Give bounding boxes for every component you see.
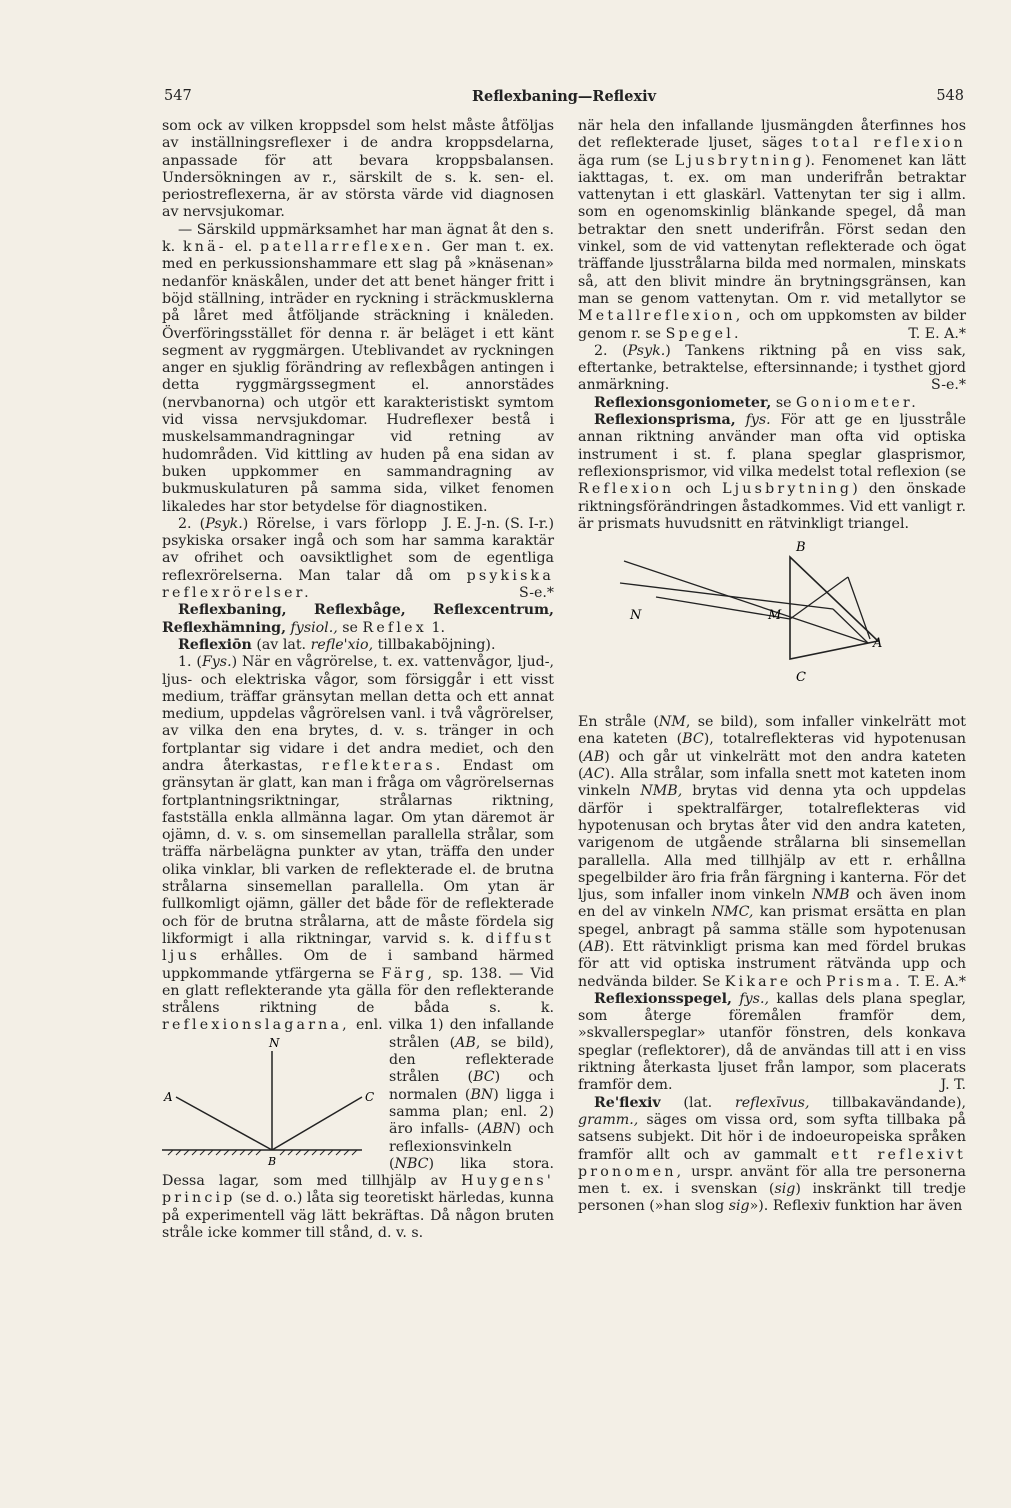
entry-reflexionsgoniometer: Reflexionsgoniometer, se Goniometer. <box>594 394 920 411</box>
entry-reflexionsspegel: Reflexionsspegel, fys., kallas dels plana speglar, som återge föremålen framför dem, »skvallerspeglar» utanför fönstren, dels konkava speglar (reflektorer), då de användas till att i en viss riktning återkasta ljuset från lampor, som placerats framför dem. J. T. <box>578 990 966 1094</box>
paragraph: 2. (Psyk.) Rörelse, i vars förlopp psykiska orsaker ingå och som har samma karaktär av ofrihet och oavsiktlighet som de egentliga reflexrörelserna. Man talar då om psykiska reflexrörelser. S-e.* <box>162 515 555 602</box>
page-number-right: 548 <box>936 88 964 104</box>
running-title: Reflexbaning—Reflexiv <box>471 88 657 105</box>
figure-label-c: C <box>365 1089 375 1104</box>
headword: Reflexiōn <box>178 636 252 653</box>
headword: Reflexionsprisma, <box>594 412 736 429</box>
right-column <box>578 118 966 1216</box>
page-number-left: 547 <box>164 88 192 104</box>
paragraph: — Särskild uppmärksamhet har man ägnat åt den s. k. knä- el. patellarreflexen. Ger man t. ex. med en perkussionshammare ett slag på »knäsenan» nedanför knäskålen, under det att benet hänger fritt i böjd ställning, inträder en ryckning i sträckmusklerna på låret med åtföljande sträckning i knäleden. Överföringsstället för denna r. är beläget i ett känt segment av ryggmärgen. Uteblivandet av ryckningen anger en sjuklig förändring av reflexbågen antingen i detta ryggmärgssegment el. annorstädes (nervbanorna) och utgör ett karakteristiskt symtom vid vissa nervsjukdomar. Hudreflexer bestå i muskelsammandragningar vid retning av hudområden. Vid kittling av huden på ena sidan av buken uppkommer en sammandragning av bukmuskulaturen på samma sida, vilket fenomen likaledes har stor betydelse för diagnostiken. J. E. J-n. (S. I-r.) <box>162 221 555 532</box>
signature: J. T. <box>940 1077 966 1094</box>
headword: Re'flexiv <box>594 1094 661 1111</box>
paragraph: när hela den infallande ljusmängden återfinnes hos det reflekterade ljuset, säges total reflexion äga rum (se Ljusbrytning). Fenomenet kan lätt iakttagas, t. ex. om man underifrån betraktar vattenytan i ett glaskärl. Vattenytan ter sig i allm. som en ogenomskinlig blänkande spegel, då man betraktar den snett underifrån. Först sedan den vinkel, som de vid vattenytan reflekterade och ögat träffande ljusstrålarna bilda med normalen, minskats så, att den blivit mindre än brytningsgränsen, kan man se genom vattenytan. Om r. vid metallytor se Metallreflexion, och om uppkomsten av bilder genom r. se Spegel. T. E. A.* <box>578 118 967 342</box>
left-column <box>162 118 554 1242</box>
figure-label-b: B <box>796 540 806 556</box>
signature: S-e.* <box>930 377 966 394</box>
figure-label-a: A <box>873 636 883 652</box>
entry-reflexbaning: Reflexbaning, Reflexbåge, Reflexcentrum, Reflexhämning, fysiol., se Reflex 1. <box>162 602 554 636</box>
signature: S-e.* <box>518 585 554 602</box>
figure-label-c: C <box>796 670 806 686</box>
entry-reflexionsprisma: Reflexionsprisma, fys. För att ge en ljusstråle annan riktning använder man ofta vid optiska instrument i st. f. plana speglar glasprismor, reflexionsprismor, vid vilka medelst total reflexion (se Reflexion och Ljusbrytning) den önskade riktningsförändringen åstadkommes. Vid ett vanligt r. är prismats huvudsnitt en rätvinkligt triangel. <box>578 412 966 532</box>
headword: Reflexionsspegel, <box>594 990 732 1007</box>
figure-label-n: N <box>630 608 642 624</box>
headword: Reflexionsgoniometer, <box>594 394 772 411</box>
entry-reflexiv: Re'flexiv (lat. reflexīvus, tillbakavändande), gramm., säges om vissa ord, som syfta tillbaka på satsens subjekt. Dit hör i de indoeuropeiska språken framför allt och av gammalt ett reflexivt pronomen, urspr. använt för alla tre personerna men t. ex. i svenskan (sig) inskränkt till tredje personen (»han slog sig»). Reflexiv funktion har även <box>578 1094 967 1215</box>
figure-label-m: M <box>768 608 782 624</box>
headword: Reflexbaning, Reflexbåge, Reflexcentrum, Reflexhämning, <box>162 602 554 636</box>
prism-figure <box>618 539 898 704</box>
signature: T. E. A.* <box>908 325 966 342</box>
figure-label-b: B <box>268 1154 277 1167</box>
signature: T. E. A.* <box>908 973 966 990</box>
figure-label-n: N <box>269 1036 280 1050</box>
paragraph: som ock av vilken kroppsdel som helst måste åtföljas av inställningsreflexer i de andra kroppsdelarna, anpassade för att bevara kroppsbalansen. Undersökningen av r., särskilt de s. k. sen- el. periostreflexerna, är av största värde vid diagnosen av nervsjukomar. <box>162 118 554 221</box>
entry-reflexion: Reflexiōn (av lat. refle'xio, tillbakaböjning). <box>178 636 496 653</box>
page-header <box>164 88 964 112</box>
signature: J. E. J-n. (S. I-r.) <box>442 515 554 532</box>
paragraph: 1. (Fys.) När en vågrörelse, t. ex. vattenvågor, ljud-, ljus- och elektriska vågor, som försiggår i ett visst medium, träffar gränsytan mellan detta och ett annat medium, uppdelas vågrörelsen vanl. i två vågrörelser, av vilka den ena brytes, d. v. s. tränger in och fortplantar sig vidare i det andra mediet, och den andra återkastas, reflekteras. Endast om gränsytan är glatt, kan man i fråga om vågrörelsernas fortplantningsriktningar, strålarnas riktning, fastställa enkla allmänna lagar. Om ytan däremot är ojämn, d. v. s. om sinsemellan parallella strålar, som träffa närbelägna punkter av ytan, träffa den under olika vinklar, bli varken de reflekterade el. de brutna strålarna sinsemellan parallella. Om ytan är fullkomligt ojämn, gäller det både för de reflekterade och för de brutna strålarna, att de måste fördela sig likformigt i alla riktningar, varvid s. k. diffust ljus erhålles. Om de i samband härmed uppkommande ytfärgerna se Färg, sp. 138. — Vid en glatt reflekterande yta gälla för den reflekterande strålens riktning de båda s. k. reflexionslagarna, N A C B enl. vilka 1) den infallande strålen (AB, se bild), den reflekterade strålen (BC) och normalen (BN) ligga i samma plan; enl. 2) äro infalls- (ABN) och reflexionsvinkeln (NBC) lika stora. Dessa lagar, som med tillhjälp av Huygens' princip (se d. o.) låta sig teoretiskt härledas, kunna på experimentell väg lätt bekräftas. Då någon bruten stråle icke kommer till stånd, d. v. s. <box>162 654 555 1241</box>
paragraph: 2. (Psyk.) Tankens riktning på en viss sak, eftertanke, betraktelse, eftersinnande; i tysthet gjord anmärkning. S-e.* <box>578 342 966 394</box>
reflection-figure <box>162 1037 377 1167</box>
figure-label-a: A <box>164 1089 173 1104</box>
paragraph: En stråle (NM, se bild), som infaller vinkelrätt mot ena kateten (BC), totalreflekteras vid hypotenusan (AB) och går ut vinkelrätt mot den andra kateten (AC). Alla strålar, som infalla snett mot kateten inom vinkeln NMB, brytas vid denna yta och uppdelas därför i spektralfärger, totalreflekteras vid hypotenusan och brytas åter vid den andra kateten, varigenom de utgående strålarna bli sinsemellan parallella. Alla med tillhjälp av ett r. erhållna spegelbilder äro fria från färgning i kanterna. För det ljus, som infaller inom vinkeln NMB och även inom en del av vinkeln NMC, kan prismat ersätta en plan spegel, anbragt på samma ställe som hypotenusan (AB). Ett rätvinkligt prisma kan med fördel brukas för att vid optiska instrument rätvända upp och nedvända bilder. Se Kikare och Prisma. T. E. A.* <box>578 714 967 990</box>
